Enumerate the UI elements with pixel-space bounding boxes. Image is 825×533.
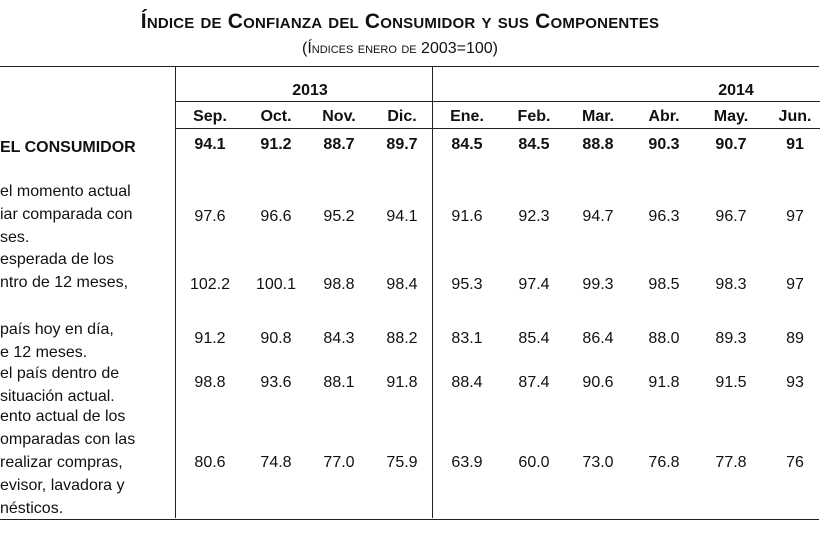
table-cell: 98.8 — [194, 374, 226, 391]
table-cell: 91.2 — [194, 330, 226, 347]
table-cell: 91.5 — [715, 374, 747, 391]
row-label — [0, 180, 162, 249]
label-column-divider — [175, 66, 176, 518]
year-2014: 2014 — [718, 82, 754, 99]
table-cell: 91.8 — [386, 374, 418, 391]
month-header: Nov. — [322, 108, 356, 125]
table-cell: 85.4 — [518, 330, 550, 347]
row-label — [0, 318, 162, 364]
table-cell: 97.6 — [194, 208, 226, 225]
month-header: Sep. — [193, 108, 227, 125]
table-cell: 91 — [786, 136, 804, 153]
table-cell: 88.0 — [648, 330, 680, 347]
table-cell: 60.0 — [518, 454, 550, 471]
table-cell: 63.9 — [451, 454, 483, 471]
month-header: Dic. — [387, 108, 417, 125]
table-cell: 97 — [786, 276, 804, 293]
table-cell: 88.2 — [386, 330, 418, 347]
row-label-line: nésticos. — [0, 500, 64, 517]
table-cell: 89 — [786, 330, 804, 347]
table-cell: 77.0 — [323, 454, 355, 471]
table-cell: 94.1 — [386, 208, 418, 225]
table-cell: 94.1 — [194, 136, 226, 153]
row-label-line: e 12 meses. — [0, 344, 88, 361]
table-cell: 90.6 — [582, 374, 614, 391]
row-label-line: realizar compras, — [0, 454, 123, 471]
row-label — [0, 405, 162, 520]
row-label-line: iar comparada con — [0, 206, 133, 223]
month-underline — [175, 128, 820, 129]
row-label-line: país hoy en día, — [0, 321, 114, 338]
table-cell: 96.3 — [648, 208, 680, 225]
row-label-line: ntro de 12 meses, — [0, 274, 129, 291]
table-cell: 77.8 — [715, 454, 747, 471]
table-cell: 98.5 — [648, 276, 680, 293]
table-cell: 74.8 — [260, 454, 292, 471]
table-cell: 76.8 — [648, 454, 680, 471]
table-cell: 99.3 — [582, 276, 614, 293]
table-cell: 102.2 — [189, 276, 231, 293]
table-cell: 88.7 — [323, 136, 355, 153]
row-label — [0, 136, 162, 159]
table-subtitle: (Índices enero de 2003=100) — [301, 40, 499, 57]
table-cell: 95.2 — [323, 208, 355, 225]
row-label-line: el país dentro de — [0, 365, 120, 382]
table-cell: 94.7 — [582, 208, 614, 225]
year-divider — [432, 66, 433, 518]
table-cell: 84.5 — [518, 136, 550, 153]
table-cell: 86.4 — [582, 330, 614, 347]
month-header: Jun. — [778, 108, 812, 125]
table-cell: 88.4 — [451, 374, 483, 391]
table-cell: 98.3 — [715, 276, 747, 293]
table-cell: 92.3 — [518, 208, 550, 225]
row-label-line: ses. — [0, 229, 30, 246]
row-label-line: esperada de los — [0, 251, 114, 268]
row-label — [0, 362, 162, 408]
row-label-line: situación actual. — [0, 388, 115, 405]
table-cell: 73.0 — [582, 454, 614, 471]
table-cell: 93 — [786, 374, 804, 391]
table-cell: 84.5 — [451, 136, 483, 153]
table-cell: 91.2 — [260, 136, 292, 153]
table-cell: 96.6 — [260, 208, 292, 225]
year-2013: 2013 — [292, 82, 328, 99]
table-cell: 88.8 — [582, 136, 614, 153]
table-cell: 90.8 — [260, 330, 292, 347]
month-header: Ene. — [450, 108, 484, 125]
year-underline — [175, 101, 820, 102]
table-cell: 91.6 — [451, 208, 483, 225]
row-label-line: el momento actual — [0, 183, 131, 200]
table-title: Índice de Confianza del Consumidor y sus Componentes — [140, 10, 660, 33]
row-label-line: ento actual de los — [0, 408, 126, 425]
table-cell: 98.4 — [386, 276, 418, 293]
month-header: Feb. — [517, 108, 551, 125]
row-label-line: omparadas con las — [0, 431, 136, 448]
table-cell: 90.3 — [648, 136, 680, 153]
table-cell: 97 — [786, 208, 804, 225]
table-cell: 80.6 — [194, 454, 226, 471]
row-label-line: evisor, lavadora y — [0, 477, 125, 494]
month-header: Oct. — [260, 108, 292, 125]
table-cell: 97.4 — [518, 276, 550, 293]
table-cell: 98.8 — [323, 276, 355, 293]
table-cell: 84.3 — [323, 330, 355, 347]
table-cell: 75.9 — [386, 454, 418, 471]
table-cell: 89.3 — [715, 330, 747, 347]
table-cell: 90.7 — [715, 136, 747, 153]
table-cell: 76 — [786, 454, 804, 471]
table-cell: 95.3 — [451, 276, 483, 293]
table-cell: 83.1 — [451, 330, 483, 347]
table-cell: 87.4 — [518, 374, 550, 391]
table-cell: 89.7 — [386, 136, 418, 153]
table-cell: 100.1 — [255, 276, 297, 293]
month-header: Mar. — [581, 108, 614, 125]
table-cell: 93.6 — [260, 374, 292, 391]
row-label-line: EL CONSUMIDOR — [0, 139, 136, 156]
month-header: Abr. — [648, 108, 680, 125]
table-cell: 91.8 — [648, 374, 680, 391]
row-label — [0, 248, 162, 294]
table-cell: 88.1 — [323, 374, 355, 391]
table-cell: 96.7 — [715, 208, 747, 225]
month-header: May. — [713, 108, 749, 125]
